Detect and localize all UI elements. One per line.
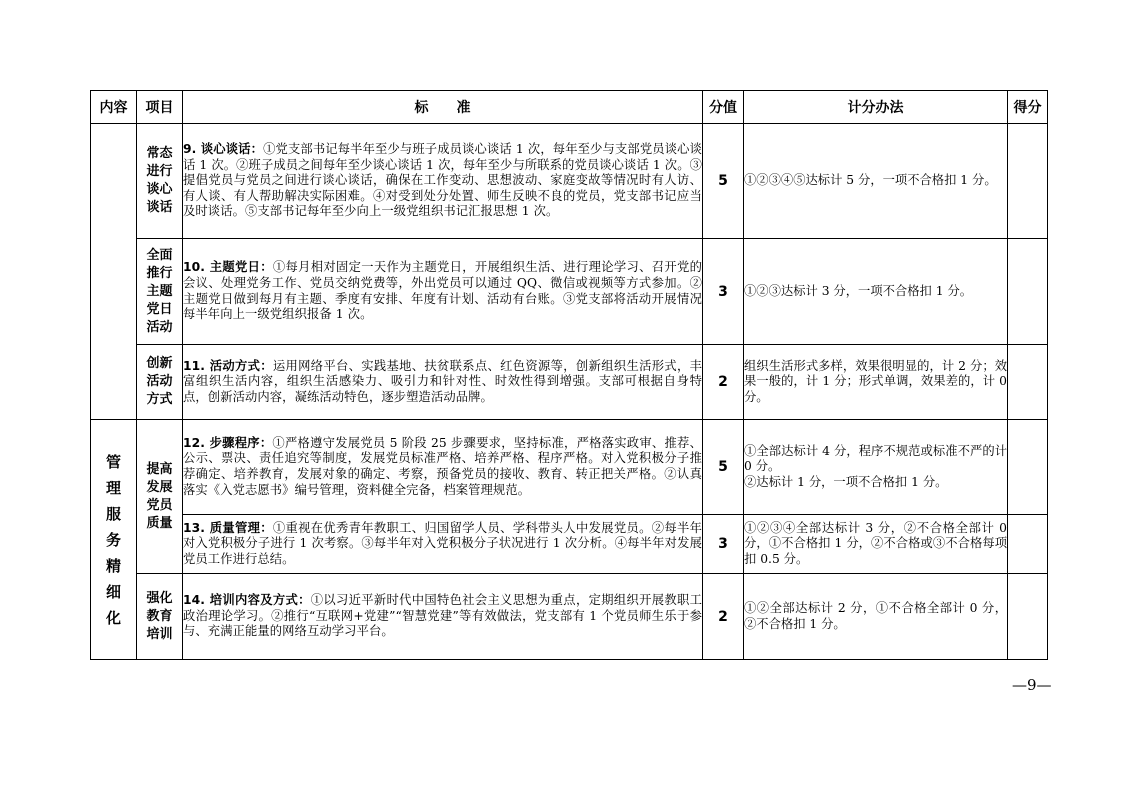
score-cell: 5	[703, 124, 744, 239]
header-item: 项目	[137, 91, 183, 124]
item-label: 强化教育培训	[146, 590, 173, 642]
scoring-table	[90, 90, 1048, 660]
content-cell-group-1	[91, 124, 137, 420]
item-cell	[137, 124, 183, 239]
item-label: 全面推行主题党日活动	[146, 247, 173, 335]
score-cell: 2	[703, 345, 744, 420]
item-cell	[137, 239, 183, 345]
standard-text: ①每月相对固定一天作为主题党日，开展组织生活、进行理论学习、召开党的会议、处理党务工作、党员交纳党费等，外出党员可以通过 QQ、微信或视频等方式参加。②主题党日做到每月有主题、季度有安排、年度有计划、活动有台账。③党支部将活动开展情况每半年向上一级党组织报备 1 次。	[183, 260, 702, 322]
got-cell[interactable]	[1008, 345, 1048, 420]
item-label: 常态进行谈心谈话	[146, 146, 173, 215]
content-label: 管理服务精细化	[105, 452, 121, 627]
got-cell[interactable]	[1008, 239, 1048, 345]
standard-title: 11. 活动方式：	[183, 358, 273, 373]
standard-cell	[183, 515, 703, 574]
standard-text: ①严格遵守发展党员 5 阶段 25 步骤要求，坚持标准，严格落实政审、推荐、公示、票决、责任追究等制度，发展党员标准严格、培养严格、程序严格。对入党积极分子推荐确定、培养教育，发展对象的确定、考察，预备党员的接收、教育、转正把关严格。②认真落实《入党志愿书》编号管理，资料健全完备，档案管理规范。	[183, 435, 702, 497]
standard-cell	[183, 345, 703, 420]
standard-cell	[183, 420, 703, 515]
score-cell: 2	[703, 574, 744, 660]
method-cell	[744, 574, 1008, 660]
standard-title: 13. 质量管理：	[183, 520, 273, 535]
standard-text: ①以习近平新时代中国特色社会主义思想为重点，定期组织开展教职工政治理论学习。②推行“互联网+党建”“智慧党建”等有效做法，党支部有 1 个党员师生乐于参与、充满正能量的网络互动学习平台。	[183, 593, 702, 639]
score-cell: 3	[703, 515, 744, 574]
table-row	[91, 420, 1048, 515]
method-cell	[744, 345, 1008, 420]
method-cell	[744, 515, 1008, 574]
score-cell: 5	[703, 420, 744, 515]
item-label: 创新活动方式	[146, 356, 173, 407]
standard-title: 12. 步骤程序：	[183, 435, 273, 450]
standard-text: 运用网络平台、实践基地、扶贫联系点、红色资源等，创新组织生活形式，丰富组织生活内容，组织生活感染力、吸引力和针对性、时效性得到增强。支部可根据自身特点，创新活动内容，凝练活动特色，逐步塑造活动品牌。	[183, 358, 702, 404]
method-line: ①②③达标计 3 分，一项不合格扣 1 分。	[744, 283, 973, 298]
table-row	[91, 574, 1048, 660]
method-line: ①全部达标计 4 分，程序不规范或标准不严的计 0 分。	[744, 443, 1007, 474]
got-cell[interactable]	[1008, 420, 1048, 515]
item-cell	[137, 420, 183, 574]
standard-cell	[183, 574, 703, 660]
got-cell[interactable]	[1008, 574, 1048, 660]
item-cell	[137, 574, 183, 660]
method-line: 组织生活形式多样，效果很明显的，计 2 分；效果一般的，计 1 分；形式单调，效果差的，计 0 分。	[744, 358, 1007, 404]
method-line: ②达标计 1 分，一项不合格扣 1 分。	[744, 474, 948, 489]
standard-title: 14. 培训内容及方式：	[183, 593, 311, 608]
content-cell-group-2	[91, 420, 137, 660]
standard-text: ①党支部书记每半年至少与班子成员谈心谈话 1 次，每年至少与支部党员谈心谈话 1 次。②班子成员之间每年至少谈心谈话 1 次，每年至少与所联系的党员谈心谈话 1 次。③提倡党员与党员之间进行谈心谈话，确保在工作变动、思想波动、家庭变故等情况时有人访、有人谈、有人帮助解决实际困难。④对受到处分处置、师生反映不良的党员，党支部书记应当及时谈话。⑤支部书记每年至少向上一级党组织书记汇报思想 1 次。	[183, 142, 703, 219]
standard-title: 10. 主题党日：	[183, 260, 273, 275]
header-got: 得分	[1008, 91, 1048, 124]
table-row	[91, 124, 1048, 239]
got-cell[interactable]	[1008, 124, 1048, 239]
score-cell: 3	[703, 239, 744, 345]
method-cell	[744, 420, 1008, 515]
standard-cell	[183, 239, 703, 345]
table-header-row	[91, 91, 1048, 124]
header-content: 内容	[91, 91, 137, 124]
method-cell	[744, 239, 1008, 345]
method-cell	[744, 124, 1008, 239]
page-number: —9—	[1012, 676, 1052, 694]
got-cell[interactable]	[1008, 515, 1048, 574]
standard-text: ①重视在优秀青年教职工、归国留学人员、学科带头人中发展党员。②每半年对入党积极分子进行 1 次考察。③每半年对入党积极分子状况进行 1 次分析。④每半年对发展党员工作进行总结。	[183, 520, 702, 566]
header-score: 分值	[703, 91, 744, 124]
standard-title: 9. 谈心谈话：	[183, 142, 264, 157]
method-line: ①②③④全部达标计 3 分，②不合格全部计 0 分，①不合格扣 1 分，②不合格或③不合格每项扣 0.5 分。	[744, 520, 1007, 566]
table-row	[91, 345, 1048, 420]
table-row	[91, 239, 1048, 345]
method-line: ①②全部达标计 2 分，①不合格全部计 0 分，②不合格扣 1 分。	[744, 600, 1007, 631]
header-method: 计分办法	[744, 91, 1008, 124]
item-cell	[137, 345, 183, 420]
method-line: ①②③④⑤达标计 5 分，一项不合格扣 1 分。	[744, 173, 997, 188]
header-standard: 标 准	[183, 91, 703, 124]
standard-cell	[183, 124, 703, 239]
table-row	[91, 515, 1048, 574]
item-label: 提高发展党员质量	[146, 461, 173, 531]
